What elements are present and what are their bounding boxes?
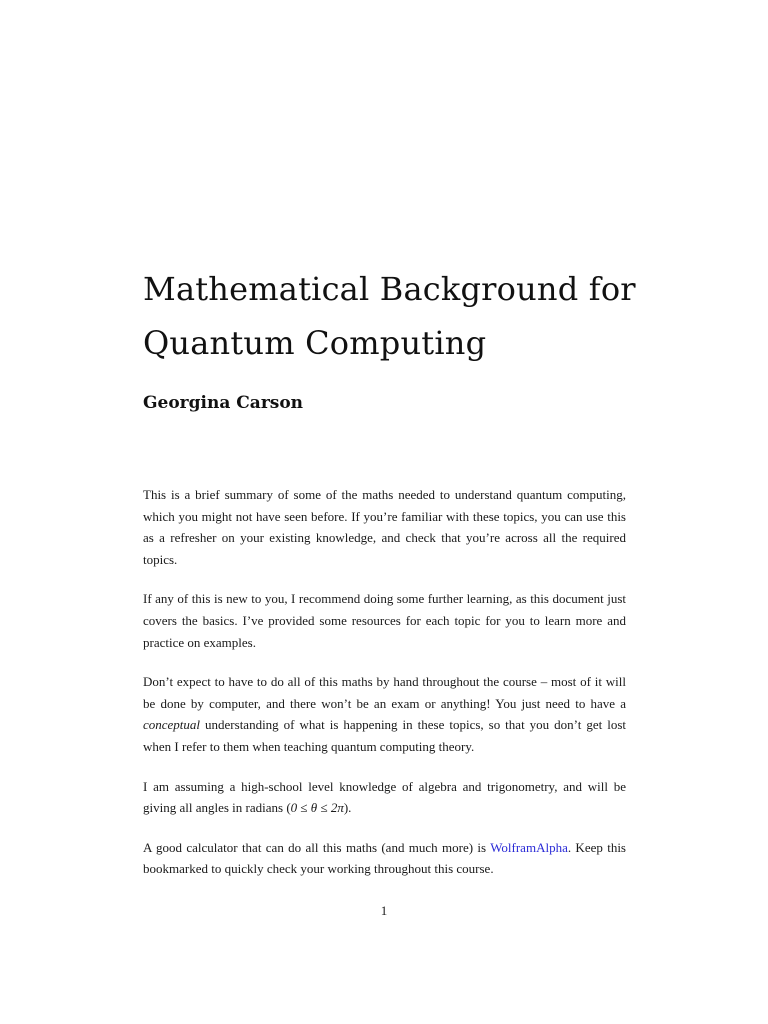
angle-range-math: 0 ≤ θ ≤ 2π bbox=[290, 800, 344, 816]
paragraph-intro: This is a brief summary of some of the maths needed to understand quantum computing, which you might not have seen before. If you’re familiar with these topics, you can use this as a refresher on your existing knowledge, and check that you’re across all the required topics. bbox=[143, 487, 626, 567]
paragraph-calculator-text-start: A good calculator that can do all this maths (and much more) is bbox=[143, 839, 491, 855]
title-line-2: Quantum Computing bbox=[143, 324, 487, 362]
document-title bbox=[143, 262, 663, 370]
paragraph-calculator bbox=[143, 837, 626, 880]
body-text bbox=[143, 484, 626, 898]
paragraph-expectations-text-start: Don’t expect to have to do all of this maths by hand throughout the course – most of it will be done by computer, and there won’t be an exam or anything! You just need to have a bbox=[143, 674, 626, 711]
paragraph-assumptions-text-start: I am assuming a high-school level knowledge of algebra and trigonometry, and will be giving all angles in radians ( bbox=[143, 778, 626, 816]
paragraph-expectations-text-end: understanding of what is happening in these topics, so that you don’t get lost when I refer to them when teaching quantum computing theory. bbox=[143, 717, 626, 754]
page-number: 1 bbox=[380, 903, 388, 918]
paragraph-calculator-text-end: . Keep this bookmarked to quickly check your working throughout this course. bbox=[143, 839, 626, 877]
author-name: Georgina Carson bbox=[143, 393, 304, 413]
emphasized-word: conceptual bbox=[143, 717, 201, 733]
wolframalpha-link[interactable]: WolframAlpha bbox=[490, 839, 568, 855]
title-line-1: Mathematical Background for bbox=[143, 270, 636, 308]
paragraph-assumptions bbox=[143, 776, 626, 819]
paragraph-expectations bbox=[143, 671, 626, 757]
paragraph-further-learning: If any of this is new to you, I recommend doing some further learning, as this document just covers the basics. I’ve provided some resources for each topic for you to learn more and practice on examples. bbox=[143, 591, 626, 650]
paragraph-assumptions-text-end: ). bbox=[343, 800, 352, 816]
